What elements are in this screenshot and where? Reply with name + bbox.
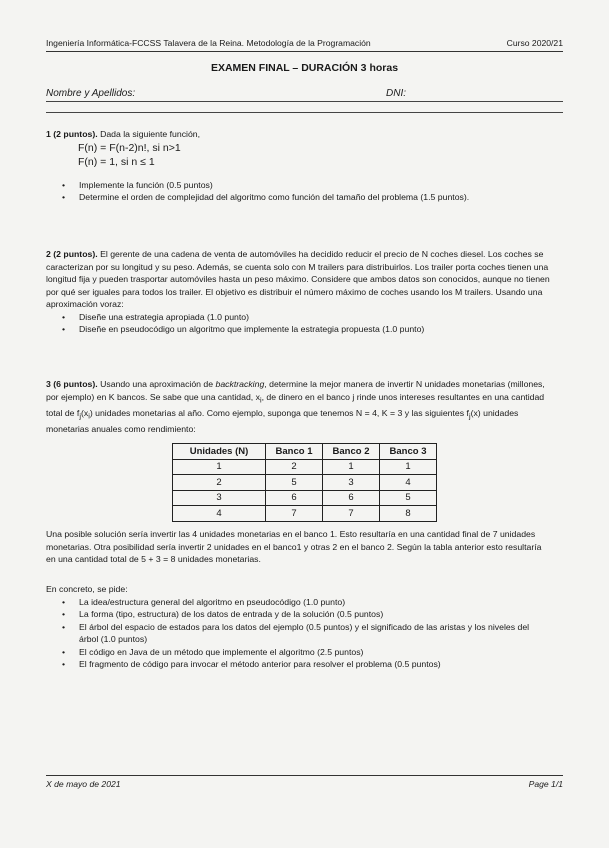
q1-bullet: • Determine el orden de complejidad del algoritmo como función del tamaño del problema (1.5 puntos). [46,191,550,204]
q3-text [46,378,550,435]
q2-body-text: El gerente de una cadena de venta de automóviles ha decidido reducir el precio de N coches diesel. Los coches se caracterizan por su longitud y su peso. Además, se cuenta solo con M trailers para distribuirlos. Los trailer porta coches tienen una longitud fija y pueden trasportar automóviles hasta un peso máximo. Considere que ambos datos son conocidos, aunque no tienen por qué ser iguales para todos los trailer. El objetivo es distribuir el número máximo de coches usando los M trailers. Usando una aproximación voraz: [46,249,550,309]
q3-subscript: i [88,411,90,421]
q1-bullets [46,179,550,204]
q3-heading: 3 (6 puntos). [46,379,98,389]
q2-bullets [46,311,550,336]
q1-formula-base: F(n) = 1, si n ≤ 1 [78,155,155,168]
question-3 [46,378,550,435]
table-header-bank3: Banco 3 [380,444,437,460]
table-cell: 7 [323,506,380,522]
section-divider [46,112,563,113]
footer-divider [46,775,563,776]
page-footer [46,779,563,789]
q3-bullet: • El código en Java de un método que implemente el algoritmo (2.5 puntos) [46,646,550,659]
q1-intro [46,128,550,141]
q3-text-part: Usando una aproximación de [97,379,216,389]
q1-bullet: • Implemente la función (0.5 puntos) [46,179,550,192]
q3-ask: En concreto, se pide: [46,584,128,594]
q2-bullet: • Diseñe en pseudocódigo un algoritmo que implemente la estrategia propuesta (1.0 punto) [46,323,550,336]
name-underline [46,101,563,102]
q3-bullets [46,596,550,671]
table-header-bank1: Banco 1 [266,444,323,460]
table-row [173,506,437,522]
returns-table [172,443,437,522]
q3-subscript: j [468,411,471,421]
q3-subscript: j [79,411,81,421]
header-academic-year: Curso 2020/21 [506,38,563,48]
table-cell: 5 [266,475,323,491]
exam-title: EXAMEN FINAL – DURACIÓN 3 horas [210,62,399,74]
q2-heading: 2 (2 puntos). [46,249,98,259]
q1-heading: 1 (2 puntos). [46,129,98,139]
q3-bullet: • El fragmento de código para invocar el método anterior para resolver el problema (0.5 puntos) [46,658,550,671]
q2-text [46,248,550,311]
q3-text-part: , de dinero en el banco j rinde unos intereses resultantes en una cantidad total de f [46,391,545,418]
q3-bullet: • La forma (tipo, estructura) de los datos de entrada y de la solución (0.5 puntos) [46,608,550,621]
q3-subscript: i [259,395,262,405]
table-cell: 4 [380,475,437,491]
page-header [46,38,563,48]
table-header-units: Unidades (N) [173,444,266,460]
table-cell: 2 [266,459,323,475]
q1-intro-text: Dada la siguiente función, [97,129,201,139]
table-row [173,475,437,491]
question-2 [46,248,550,336]
q2-bullet: • Diseñe una estrategia apropiada (1.0 punto) [46,311,550,324]
table-cell: 1 [323,459,380,475]
q3-solution [46,528,550,566]
table-cell: 3 [173,490,266,506]
header-divider [46,51,563,52]
table-cell: 3 [323,475,380,491]
student-info-row [46,88,563,99]
table-header-row [173,444,437,460]
table-cell: 5 [380,490,437,506]
table-cell: 8 [380,506,437,522]
table-header-bank2: Banco 2 [323,444,380,460]
q1-formula-recursive: F(n) = F(n-2)n!, si n>1 [78,141,181,154]
q3-requirements [46,583,550,671]
table-cell: 4 [173,506,266,522]
table-cell: 1 [380,459,437,475]
q3-bullet: • La idea/estructura general del algoritmo en pseudocódigo (1.0 punto) [46,596,550,609]
q3-solution-text: Una posible solución sería invertir las 4 unidades monetarias en el banco 1. Esto resultaría en una cantidad final de 7 unidades monetarias. Otra posibilidad sería invertir 2 unidades en el banco1 y otras 2 en el banco 2. Según la tabla anterior esto resultaría en una cantidad total de 5 + 3 = 8 unidades monetarias. [46,529,542,564]
table-cell: 1 [173,459,266,475]
table-cell: 6 [266,490,323,506]
table-row [173,490,437,506]
q3-text-part: ) unidades monetarias al año. Como ejemplo, suponga que tenemos N = 4, K = 3 y las siguientes f [89,407,469,418]
table-cell: 7 [266,506,323,522]
table-row [173,459,437,475]
header-course-info: Ingeniería Informática-FCCSS Talavera de la Reina. Metodología de la Programación [46,38,371,48]
table-cell: 2 [173,475,266,491]
q3-text-part: , determine la mejor manera de invertir N unidades monetarias (millones, por ejemplo) en K bancos. Se sabe que una cantidad, x [46,379,545,402]
q3-text-part: (x [80,407,89,418]
name-label: Nombre y Apellidos: [46,88,136,99]
question-1 [46,128,550,204]
table-cell: 6 [323,490,380,506]
q3-backtracking-term: backtracking [215,379,265,389]
footer-date: X de mayo de 2021 [46,779,121,789]
dni-label: DNI: [386,88,406,99]
q3-text-part: (x) unidades monetarias anuales como rendimiento: [46,407,519,434]
q3-bullet: • El árbol del espacio de estados para los datos del ejemplo (0.5 puntos) y el significado de las aristas y los niveles del árbol (1.0 puntos) [46,621,550,646]
footer-page-number: Page 1/1 [528,779,563,789]
